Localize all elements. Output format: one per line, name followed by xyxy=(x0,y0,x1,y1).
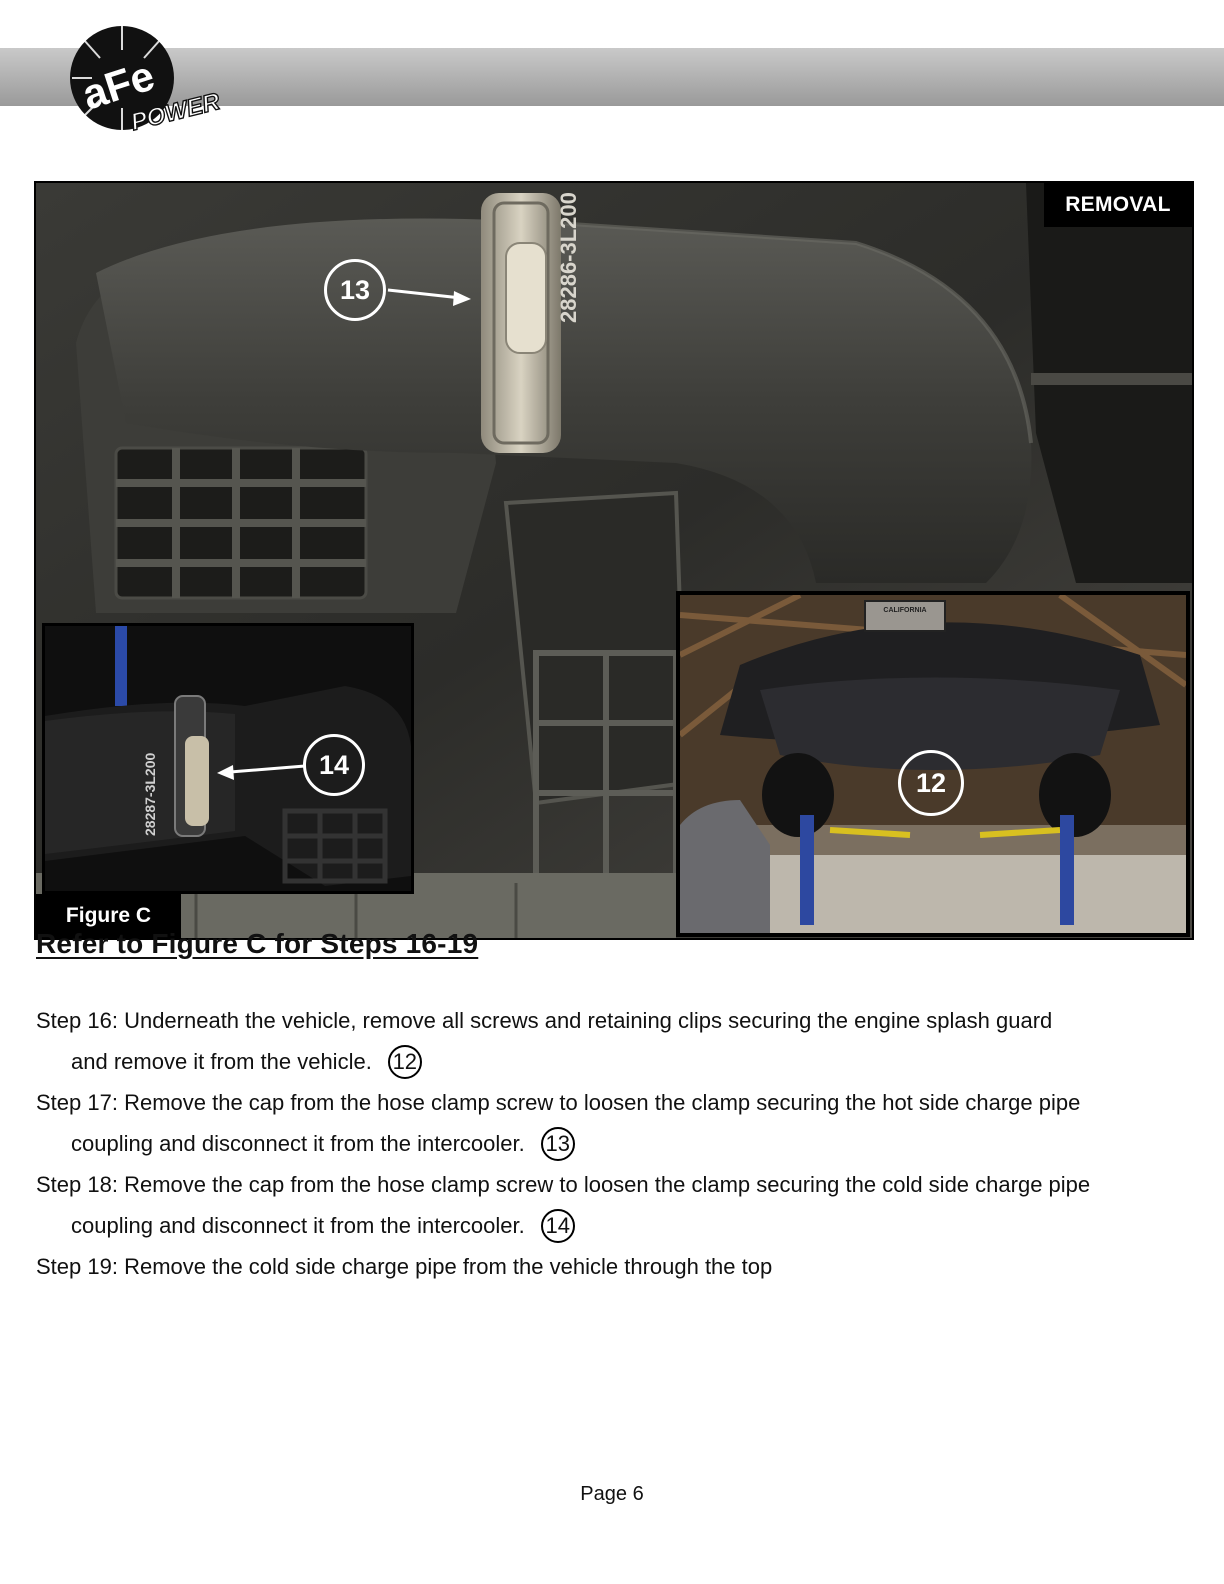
logo-power-text: POWER xyxy=(128,88,223,137)
step-17-line1: Step 17: Remove the cap from the hose clamp screw to loosen the clamp securing the hot side charge pipe xyxy=(36,1090,1081,1115)
step-16-ref-badge: 12 xyxy=(388,1045,422,1079)
step-16 xyxy=(36,1000,1196,1082)
section-heading: Refer to Figure C for Steps 16-19 xyxy=(36,928,479,959)
step-19 xyxy=(36,1246,1196,1287)
figure-c xyxy=(34,181,1194,940)
part-number-cold-side: 28287-3L200 xyxy=(142,752,158,836)
step-17-line2-row xyxy=(36,1123,1196,1164)
steps-list xyxy=(36,1000,1196,1287)
step-16-line1: Step 16: Underneath the vehicle, remove all screws and retaining clips securing the engine splash guard xyxy=(36,1008,1053,1033)
step-17-ref-badge: 13 xyxy=(541,1127,575,1161)
part-number-hot-side: 28286-3L200 xyxy=(556,192,581,323)
removal-tag: REMOVAL xyxy=(1044,183,1192,227)
inset-cold-side-clamp xyxy=(42,623,414,894)
step-19-line1: Step 19: Remove the cold side charge pipe from the vehicle through the top xyxy=(36,1254,773,1279)
step-18-line1: Step 18: Remove the cap from the hose clamp screw to loosen the clamp securing the cold side charge pipe xyxy=(36,1172,1091,1197)
step-18-line2-row xyxy=(36,1205,1196,1246)
figure-label: Figure C xyxy=(36,894,181,938)
logo-afe-text: aFe xyxy=(76,51,160,119)
callout-14: 14 xyxy=(303,734,365,796)
page-number: Page 6 xyxy=(580,1483,644,1505)
step-18-line2: coupling and disconnect it from the intercooler. xyxy=(71,1213,525,1238)
step-17 xyxy=(36,1082,1196,1164)
step-17-line2: coupling and disconnect it from the intercooler. xyxy=(71,1131,525,1156)
step-18 xyxy=(36,1164,1196,1246)
callout-12: 12 xyxy=(898,750,964,816)
step-16-line2: and remove it from the vehicle. xyxy=(71,1049,372,1074)
afe-power-logo xyxy=(64,20,244,138)
license-plate-text: CALIFORNIA xyxy=(883,607,927,614)
inset-splash-guard xyxy=(676,591,1190,937)
step-16-line2-row xyxy=(36,1041,1196,1082)
step-18-ref-badge: 14 xyxy=(541,1209,575,1243)
callout-13: 13 xyxy=(324,259,386,321)
